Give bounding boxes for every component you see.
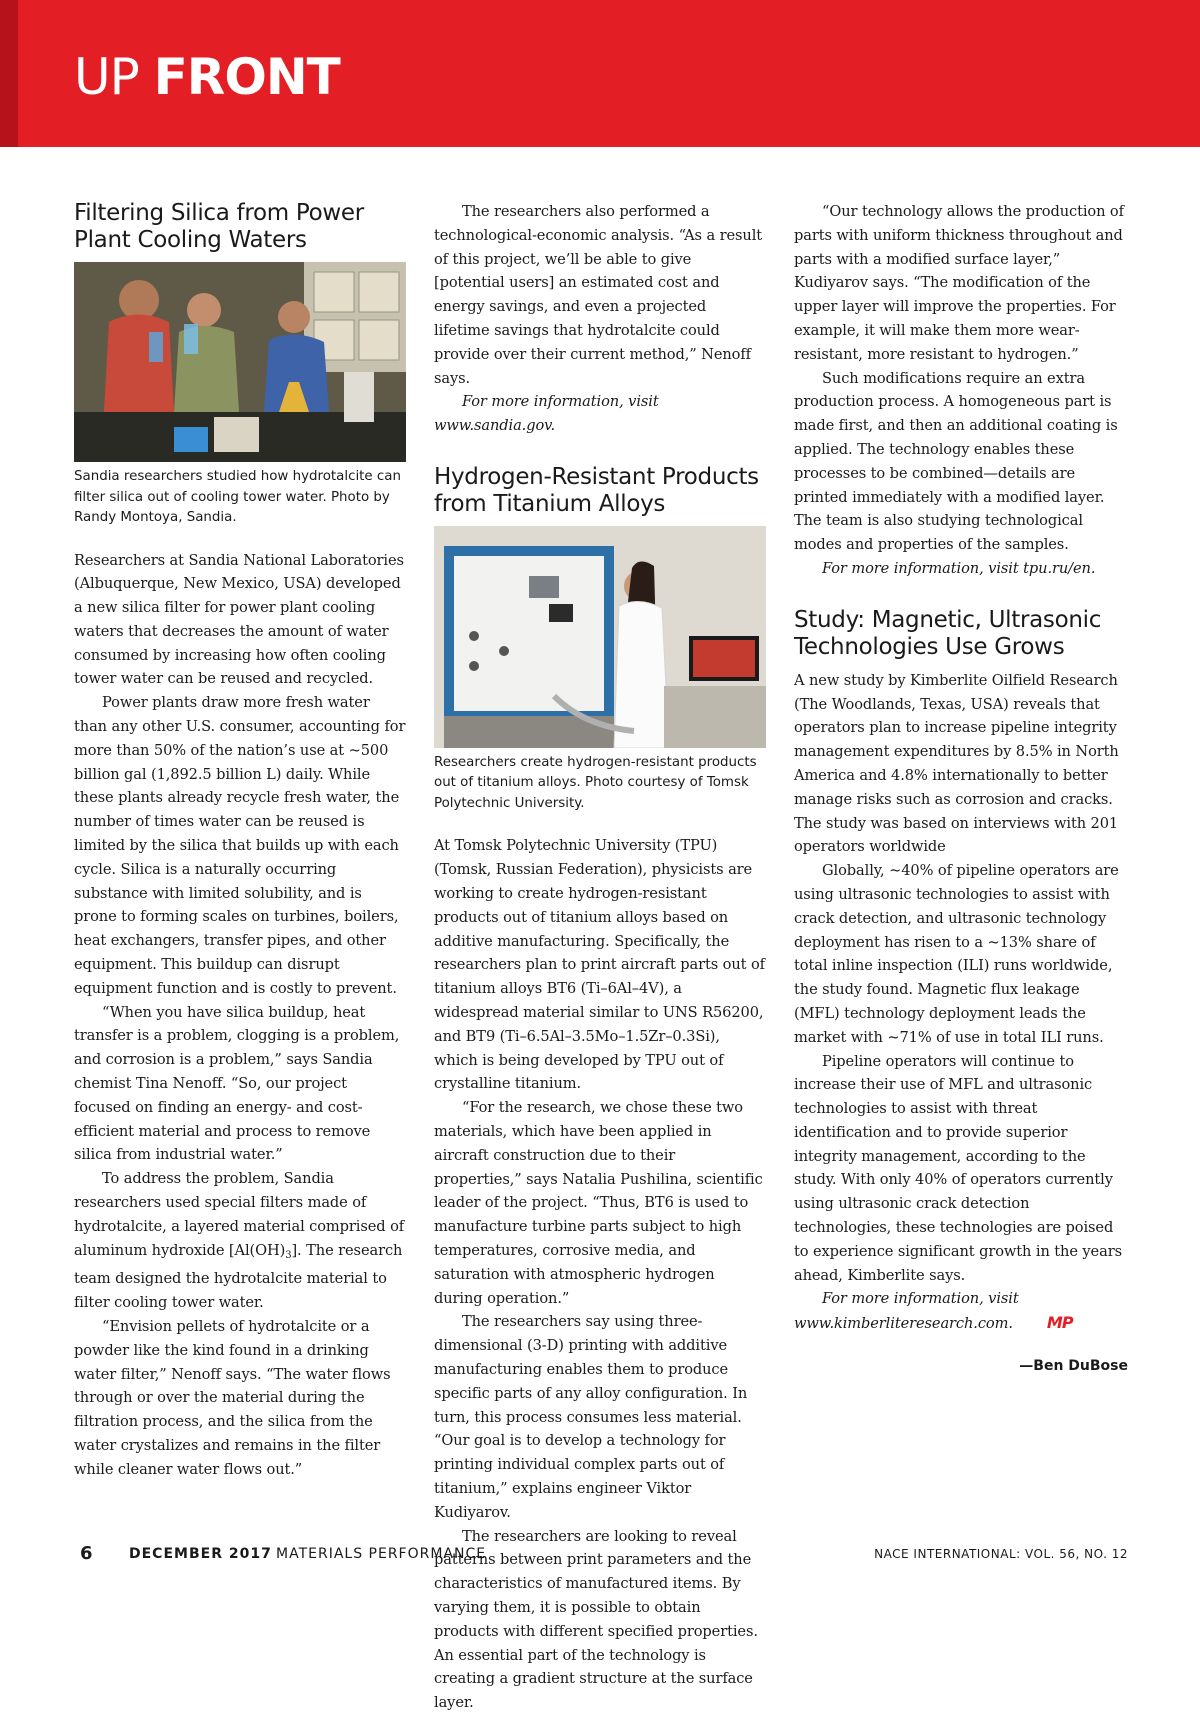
section-title-bold: FRONT — [153, 48, 340, 106]
author-byline: —Ben DuBose — [1019, 1358, 1128, 1375]
article-study-headline: Study: Magnetic, Ultrasonic Technologies Use Grows — [794, 606, 1102, 660]
column-2 — [434, 200, 766, 1715]
titanium-paragraph-4: The researchers are looking to reveal patterns between print parameters and the characteristics of manufactured items. By varying them, it is possible to obtain products with different specified properties. An essential part of the technology is creating a gradient structure at the surface layer. — [434, 1527, 758, 1712]
study-more-info — [794, 1287, 1128, 1336]
titanium-researcher-photo — [434, 526, 766, 748]
column-3 — [794, 200, 1128, 1374]
section-title-thin: UP — [74, 48, 154, 106]
article-silica-headline: Filtering Silica from Power Plant Cooling Waters — [74, 200, 364, 253]
silica-researchers-photo — [74, 262, 406, 462]
article-titanium-headline: Hydrogen-Resistant Products from Titanium Alloys — [434, 463, 759, 517]
page-number: 6 — [80, 1543, 93, 1564]
silica-paragraph-4-a: To address the problem, Sandia researchers used special filters made of hydrotalcite, a layered material comprised of aluminum hydroxide [Al(OH) — [74, 1170, 405, 1259]
titanium-paragraph-3: The researchers say using three-dimensional (3-D) printing with additive manufacturing enables them to produce specific parts of any alloy configuration. In turn, this process consumes less material. “Our goal is to develop a technology for printing individual complex parts out of titanium,” explains engineer Viktor Kudiyarov. — [434, 1313, 748, 1521]
titanium-more-info: For more information, visit tpu.ru/en. — [822, 559, 1096, 577]
printer-lab-illustration — [434, 526, 766, 748]
column-1 — [74, 200, 406, 1482]
titanium-paragraph-1: At Tomsk Polytechnic University (TPU) (Tomsk, Russian Federation), physicists are working to create hydrogen-resistant products out of titanium alloys based on additive manufacturing. Specifically, the researchers plan to print aircraft parts out of titanium alloys BT6 (Ti–6Al–4V), a widespread material similar to UNS R56200, and BT9 (Ti–6.5Al–3.5Mo–1.5Zr–0.3Si), which is being developed by TPU out of crystalline titanium. — [434, 837, 765, 1093]
study-more-info-text: For more information, visit www.kimberliteresearch.com. — [794, 1290, 1019, 1333]
titanium-paragraph-5: “Our technology allows the production of parts with uniform thickness throughout and parts with a modified surface layer,” Kudiyarov says. “The modification of the upper layer will improve the properties. For example, it will make them more wear-resistant, more resistant to hydrogen.” — [794, 203, 1124, 363]
silica-paragraph-2: Power plants draw more fresh water than any other U.S. consumer, accounting for more than 50% of the nation’s use at ~500 billion gal (1,892.5 billion L) daily. While these plants already recycle fresh water, the number of times water can be reused is limited by the silica that builds up with each cycle. Silica is a naturally occurring substance with limited solubility, and is prone to forming scales on turbines, boilers, heat exchangers, transfer pipes, and other equipment. This buildup can disrupt equipment function and is costly to prevent. — [74, 694, 406, 997]
study-paragraph-2: Globally, ~40% of pipeline operators are using ultrasonic technologies to assist with crack detection, and ultrasonic technology deployment has risen to a ~13% share of total inline inspection (ILI) runs worldwide, the study found. Magnetic flux leakage (MFL) technology deployment leads the market with ~71% of use in total ILI runs. — [794, 862, 1119, 1046]
section-title — [74, 48, 340, 106]
publisher-name: NACE INTERNATIONAL: — [874, 1547, 1021, 1561]
issue-date: DECEMBER 2017 — [129, 1546, 272, 1562]
magazine-name: MATERIALS PERFORMANCE — [276, 1546, 487, 1562]
titanium-paragraph-6: Such modifications require an extra production process. A homogeneous part is made first, and then an additional coating is applied. The technology enables these processes to be combined—details are printed immediately with a modified layer. The team is also studying technological modes and properties of the samples. — [794, 369, 1118, 554]
titanium-paragraph-2: “For the research, we chose these two materials, which have been applied in aircraft construction due to their properties,” says Natalia Pushilina, scientific leader of the project. “Thus, BT6 is used to manufacture turbine parts subject to high temperatures, corrosive media, and saturation with atmospheric hydrogen during operation.” — [434, 1099, 763, 1307]
banner-edge — [0, 0, 18, 147]
silica-paragraph-4-b: ]. The research team designed the hydrotalcite material to filter cooling tower water. — [74, 1241, 403, 1312]
hydroxide-subscript: 3 — [285, 1249, 292, 1261]
silica-paragraph-3: “When you have silica buildup, heat transfer is a problem, clogging is a problem, and corrosion is a problem,” says Sandia chemist Tina Nenoff. “So, our project focused on finding an energy- and cost-efficient material and process to remove silica from industrial water.” — [74, 1003, 400, 1164]
study-paragraph-1: A new study by Kimberlite Oilfield Research (The Woodlands, Texas, USA) reveals that operators plan to increase pipeline integrity management expenditures by 8.5% in North America and 4.8% internationally to better manage risks such as corrosion and cracks. The study was based on interviews with 201 operators worldwide — [794, 671, 1119, 856]
silica-paragraph-1: Researchers at Sandia National Laboratories (Albuquerque, New Mexico, USA) developed a new silica filter for power plant cooling waters that decreases the amount of water consumed by increasing how often cooling tower water can be reused and recycled. — [74, 551, 404, 688]
study-paragraph-3: Pipeline operators will continue to increase their use of MFL and ultrasonic technologies to assist with threat identification and to provide superior integrity management, according to the study. With only 40% of operators currently using ultrasonic crack detection technologies, these technologies are poised to experience significant growth in the years ahead, Kimberlite says. — [794, 1052, 1122, 1284]
volume-info — [874, 1547, 1128, 1561]
volume-number: VOL. 56, NO. 12 — [1025, 1547, 1128, 1561]
silica-photo-caption: Sandia researchers studied how hydrotalcite can filter silica out of cooling tower water. Photo by Randy Montoya, Sandia. — [74, 469, 401, 525]
titanium-photo-caption: Researchers create hydrogen-resistant products out of titanium alloys. Photo courtesy of Tomsk Polytechnic University. — [434, 754, 757, 811]
mp-logo-icon: MP — [1046, 1313, 1073, 1333]
silica-paragraph-5: “Envision pellets of hydrotalcite or a powder like the kind found in a drinking water filter,” Nenoff says. “The water flows through or over the material during the filtration process, and the silica from the water crystalizes and remains in the filter while cleaner water flows out.” — [74, 1318, 391, 1478]
page-footer — [80, 1543, 1128, 1563]
silica-paragraph-6: The researchers also performed a technological-economic analysis. “As a result of this project, we’ll be able to give [potential users] an estimated cost and energy savings, and even a projected lifetime savings that hydrotalcite could provide over their current method,” Nenoff says. — [434, 203, 763, 387]
section-banner — [0, 0, 1200, 147]
lab-scene-illustration — [74, 262, 406, 462]
silica-more-info: For more information, visit www.sandia.gov. — [434, 393, 659, 435]
silica-paragraph-4 — [74, 1167, 406, 1315]
